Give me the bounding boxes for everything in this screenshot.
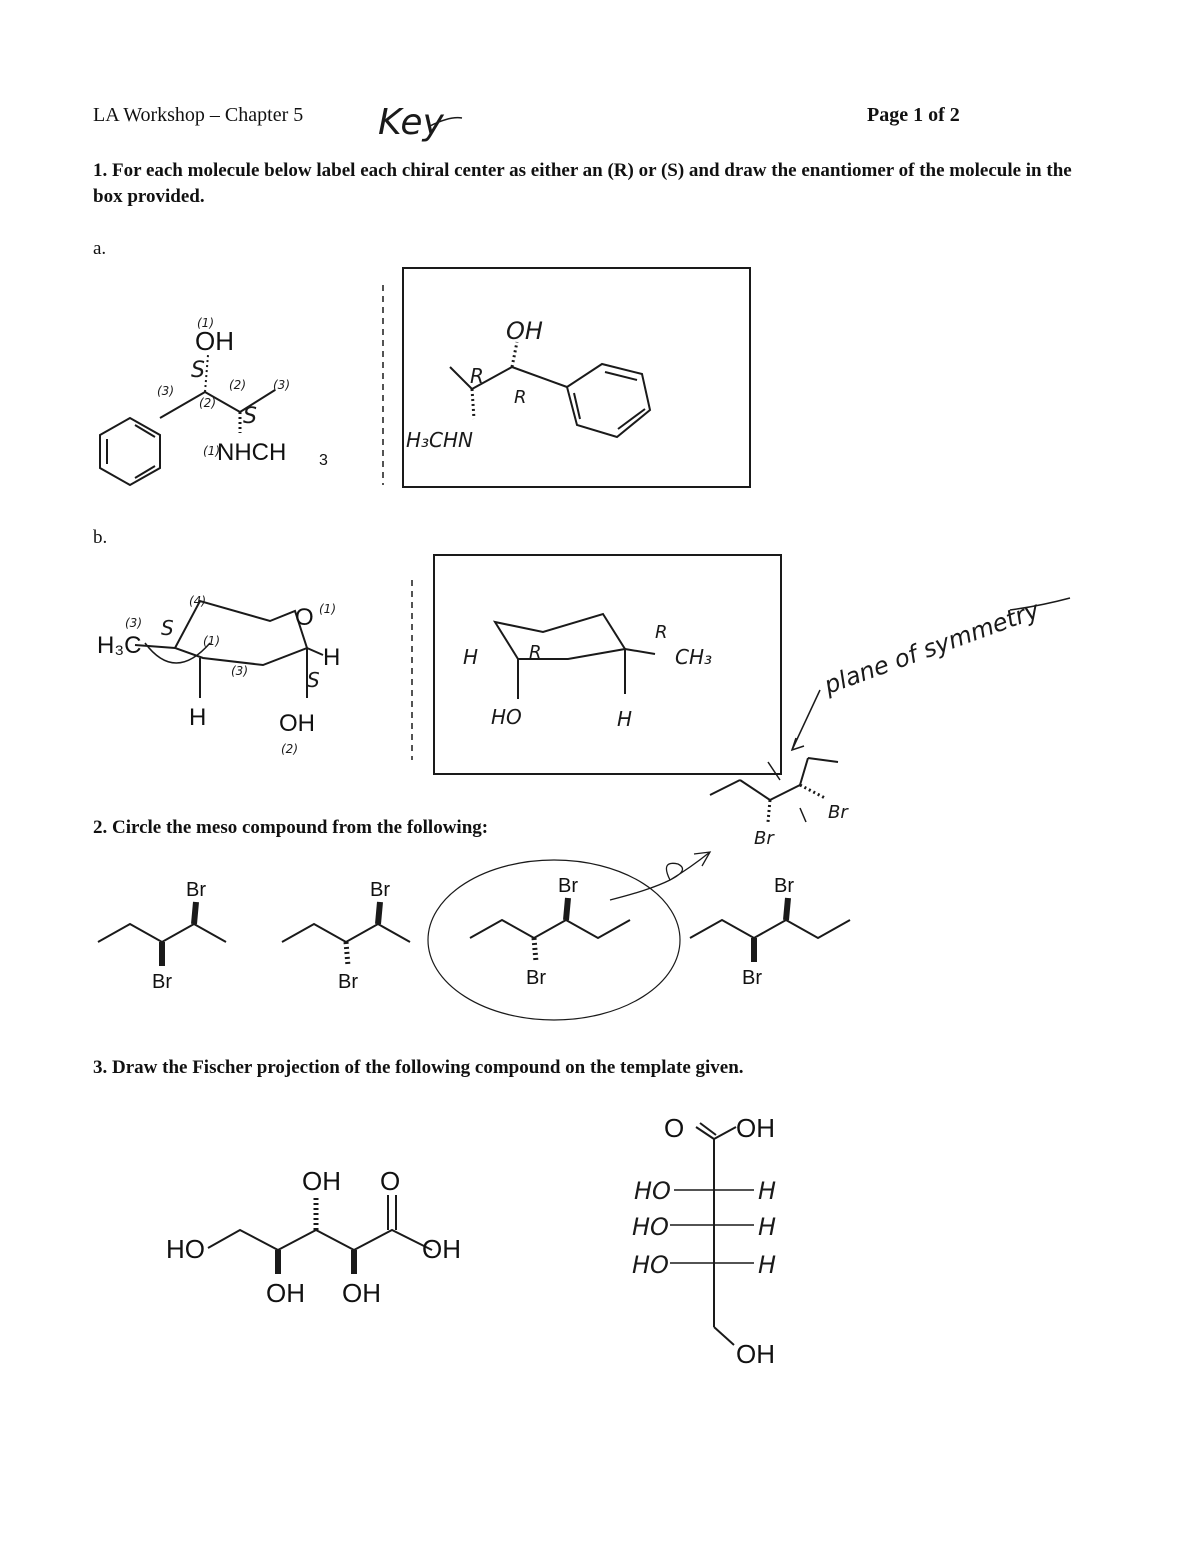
h-label: H: [758, 1177, 777, 1205]
amine-label: H₃CHN: [406, 428, 474, 452]
ring-double-bond: [605, 372, 637, 380]
priority-label: (3): [273, 378, 290, 392]
br-label: Br: [828, 802, 848, 823]
priority-label: (3): [231, 664, 248, 678]
part-a-label: a.: [93, 238, 107, 259]
ch3-label: H₃C: [97, 632, 142, 659]
priority-label: (2): [281, 742, 298, 756]
h-label: H: [758, 1213, 777, 1241]
ch3-label: CH₃: [675, 645, 713, 669]
amine-label: NHCH: [217, 439, 287, 466]
key-note: Key: [378, 102, 444, 143]
molecule-1b-given: [95, 583, 355, 763]
carbonyl-bond: [696, 1127, 714, 1139]
hashed-wedge: [800, 785, 825, 798]
answer-circle: [428, 860, 680, 1020]
stereo-label-r: R: [514, 387, 527, 408]
h-label: H: [189, 704, 207, 731]
br-label: Br: [338, 971, 358, 993]
hashed-wedge: [768, 800, 770, 822]
benzene-ring: [567, 364, 650, 437]
stereo-label-s: S: [243, 404, 257, 429]
h-label: H: [323, 644, 341, 671]
ho-label: HO: [166, 1234, 205, 1264]
oh-label: OH: [422, 1234, 461, 1264]
bond: [625, 649, 655, 654]
compound-3-structure: [160, 1160, 500, 1320]
symmetry-plane-mark: [800, 808, 806, 822]
o-label: O: [664, 1113, 685, 1143]
br-label: Br: [526, 967, 546, 989]
symmetry-plane-mark: [768, 762, 780, 780]
br-label: Br: [186, 879, 206, 901]
page-number: Page 1 of 2: [867, 104, 960, 126]
bond: [714, 1127, 736, 1139]
carbonyl-bond: [700, 1123, 716, 1135]
handwritten-key: [370, 92, 480, 152]
oh-label: OH: [279, 710, 315, 737]
priority-label: (1): [197, 316, 214, 330]
bond: [512, 367, 567, 387]
worksheet-title: LA Workshop – Chapter 5: [93, 104, 304, 126]
question-3-text: 3. Draw the Fischer projection of the following compound on the template given.: [93, 1057, 744, 1078]
arrow-to-annotation: [610, 852, 710, 900]
carbon-chain: [208, 1230, 432, 1250]
oh-label: OH: [302, 1166, 341, 1196]
symmetry-note: plane of symmetry: [820, 595, 1044, 700]
molecule-1a-given: [95, 305, 355, 485]
hashed-wedge: [205, 355, 208, 392]
stereo-label-r: R: [470, 364, 484, 388]
arrow-head: [792, 738, 804, 750]
compound-4: [690, 875, 850, 989]
h-label: H: [758, 1251, 777, 1279]
bond: [770, 785, 800, 800]
stereo-label-r: R: [655, 622, 668, 643]
ring-oxygen-label: O: [295, 604, 314, 631]
question-1-text: 1. For each molecule below label each chiral center as either an (R) or (S) and draw the enantiomer of the molecule in the box provided.: [93, 160, 1072, 207]
bond: [740, 780, 770, 800]
benzene-ring: [100, 418, 160, 485]
priority-label: (3): [157, 384, 174, 398]
amine-subscript: 3: [319, 452, 328, 469]
oh-label: OH: [736, 1339, 775, 1369]
answer-box-1a: [402, 267, 752, 489]
question-2-text: 2. Circle the meso compound from the following:: [93, 817, 489, 838]
priority-label: (1): [319, 602, 336, 616]
priority-label: (1): [203, 444, 220, 458]
oh-label: OH: [195, 326, 234, 356]
br-label: Br: [742, 967, 762, 989]
carbonyl-o-label: O: [380, 1166, 401, 1196]
answer-box-border: [403, 268, 750, 487]
br-label: Br: [558, 875, 578, 897]
annotation-arrow: [792, 690, 820, 750]
priority-label: (1): [203, 634, 220, 648]
bond: [800, 758, 808, 785]
compound-1: [98, 879, 226, 993]
priority-label: (4): [189, 594, 206, 608]
hashed-wedge: [472, 389, 474, 419]
oh-label: OH: [506, 317, 543, 345]
priority-label: (2): [229, 378, 246, 392]
stereo-label-s: S: [307, 668, 320, 692]
solid-wedge: [194, 902, 196, 924]
pyranose-ring: [175, 601, 307, 665]
br-label: Br: [370, 879, 390, 901]
oh-label: OH: [266, 1278, 305, 1308]
dashed-separator: [381, 285, 387, 485]
h-label: H: [463, 645, 479, 669]
oh-label: OH: [736, 1113, 775, 1143]
ho-label: HO: [632, 1251, 669, 1279]
solid-wedge: [566, 898, 568, 920]
part-b-label: b.: [93, 527, 108, 548]
h-label: H: [617, 707, 633, 731]
priority-label: (2): [199, 396, 216, 410]
hashed-wedge: [512, 342, 517, 367]
pyranose-ring: [495, 614, 625, 659]
oh-label: OH: [342, 1278, 381, 1308]
priority-label: (3): [125, 616, 142, 630]
bond: [710, 780, 740, 795]
hashed-wedge: [534, 938, 536, 962]
dashed-separator: [410, 580, 416, 760]
compound-3: [428, 852, 710, 1020]
hashed-wedge: [346, 942, 348, 966]
br-label: Br: [152, 971, 172, 993]
bond: [307, 648, 323, 655]
bond: [808, 758, 838, 762]
bond: [714, 1327, 734, 1345]
meso-compound-row: [90, 860, 1190, 1040]
fischer-projection: [630, 1105, 830, 1375]
br-label: Br: [774, 875, 794, 897]
solid-wedge: [378, 902, 380, 924]
compound-2: [282, 879, 410, 993]
stereo-label-r: R: [529, 642, 542, 663]
ho-label: HO: [491, 705, 522, 729]
stereo-label-s: S: [191, 358, 205, 383]
stereo-label-s: S: [161, 616, 174, 640]
solid-wedge: [786, 898, 788, 920]
ho-label: HO: [634, 1177, 671, 1205]
plane-of-symmetry-annotation: [700, 590, 1080, 850]
bond: [450, 367, 472, 389]
br-label: Br: [754, 828, 774, 849]
ho-label: HO: [632, 1213, 669, 1241]
